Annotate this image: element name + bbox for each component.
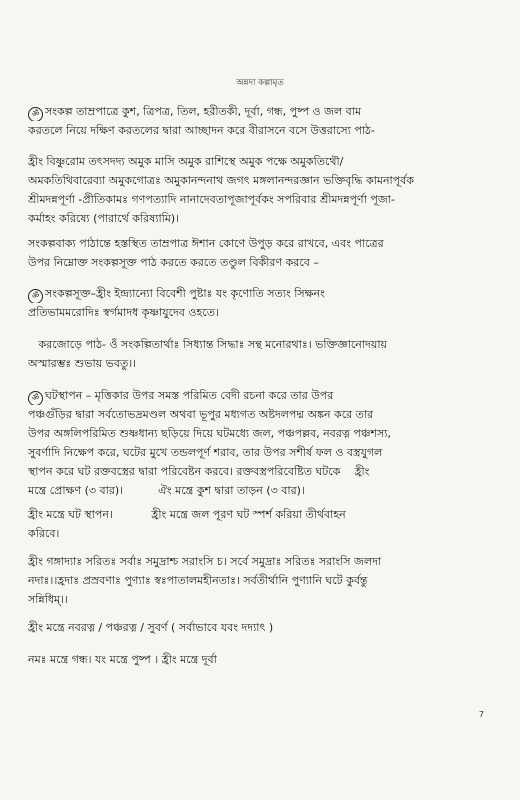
om-symbol-icon: ॐ <box>28 391 43 405</box>
text-line-content: হ্রীং বিষ্ণুরোম তৎসদদ্য অমুক মাসি অমুক রাশিস্থে অমুক পক্ষে অমুকতিথৌ/ <box>28 155 344 168</box>
page-number: 7 <box>478 710 484 719</box>
paragraph <box>28 618 496 637</box>
text-line <box>28 354 496 373</box>
text-line <box>28 552 496 571</box>
text-line-content: সন্নিধিম্।। <box>28 593 68 606</box>
paragraph <box>28 152 496 228</box>
text-line <box>28 234 496 253</box>
text-line-content: হ্রীং মন্ত্রে ঘট স্থাপন। হ্রীং মন্ত্রে জল পূরণ ঘট স্পর্শ করিয়া তীর্থবাহন <box>28 508 346 521</box>
text-line <box>28 462 496 481</box>
om-symbol-icon: ॐ <box>28 289 43 303</box>
text-line-content: উপর নিম্নোক্ত সংকল্পসূক্ত পাঠ করতে করতে তণ্ডুল বিকীরণ করবে – <box>28 256 319 269</box>
text-line-content: নমঃ মন্ত্রে গন্ধ। যং মন্ত্রে পুষ্প । হ্রীং মন্ত্রে দূর্বা <box>28 653 217 666</box>
text-line <box>28 443 496 462</box>
paragraph <box>28 650 496 669</box>
text-line <box>28 284 496 303</box>
text-line <box>28 650 496 669</box>
om-symbol-icon: ॐ <box>28 107 43 121</box>
paragraph <box>28 102 496 140</box>
text-line-content: নদাঃ।।হ্রদাঃ প্রস্রবণাঃ পুণ্যাঃ স্বঃপাতালমহীনতাঃ। সর্বতীর্থানি পুণ্যানি ঘটে কুর্বন্তু <box>28 574 368 587</box>
text-line-content: করতলে নিয়ে দক্ষিণ করতলের দ্বারা আচ্ছাদন করে বীরাসনে বসে উত্তরাস্যে পাঠ- <box>28 124 375 137</box>
text-line <box>28 424 496 443</box>
text-line <box>28 335 496 354</box>
text-line-content: করজোড়ে পাঠ- ওঁ সংকল্পিতার্থাঃ সিধ্যান্ত সিদ্ধাঃ সন্থ মনোরথাঃ। ভক্তিজ্ঞানোদয়ায় <box>28 338 387 351</box>
paragraph <box>28 335 496 373</box>
paragraph <box>28 234 496 272</box>
text-line <box>28 405 496 424</box>
text-line <box>28 152 496 171</box>
text-line-content: সংকল্পবাক্য পাঠান্তে হস্তস্থিত তাম্রপাত্র ঈশান কোণে উপুড় করে রাখবে, এবং পাত্রের <box>28 237 384 250</box>
paragraph <box>28 284 496 322</box>
paragraph <box>28 505 496 543</box>
paragraph <box>28 552 496 609</box>
text-line <box>28 171 496 190</box>
text-line <box>28 121 496 140</box>
text-line <box>28 253 496 272</box>
text-line-content: হ্রীং মন্ত্রে নবরত্ন / পঞ্চরত্ন / সুবর্ণ ( সর্বাভাবে যবং দদ্যাৎ ) <box>28 621 274 634</box>
text-line-content: করিবে। <box>28 527 60 540</box>
text-line <box>28 303 496 322</box>
text-line-content: সংকল্পসূক্ত–হ্রীং ইন্দ্ৰ্যান্যো বিবেশী পুষ্টাঃ যং কৃণোতি সত্যং সিক্ষনং <box>45 287 325 300</box>
text-line-content: শ্রীমদন্নপূর্ণা -প্রীতিকামঃ গণপত্যাদি নানাদেবতাপূজাপূর্বকং সপরিবার শ্রীমদন্নপূর্ণা পূজা- <box>28 193 395 206</box>
text-line <box>28 386 496 405</box>
text-line <box>28 590 496 609</box>
text-line-content: উপর অঙ্গলিপরিমিত শুষ্ণধান্য ছড়িয়ে দিয়ে ঘটমধ্যে জল, পঞ্চপল্লব, নবরত্ন পঞ্চশস্য, <box>28 427 391 440</box>
text-line-content: অমকতিথিবারেব্যা অমুকগোত্রঃ অমুকানন্দনাথ জগৎ মঙ্গলানন্দরজ্ঞান ভক্তিবৃদ্ধি কামনাপূর্বক <box>28 174 414 187</box>
text-line <box>28 102 496 121</box>
paragraph <box>28 386 496 500</box>
text-line <box>28 524 496 543</box>
text-line-content: অস্মারম্ভঃ শুভায় ভবতু।। <box>28 357 137 370</box>
text-line-content: ঘটস্থাপন – মৃত্তিকার উপর সমস্ত পরিমিত বেদী রচনা করে তার উপর <box>45 389 334 402</box>
text-line-content: প্রতিভামমরোদিঃ স্বর্গমাদধ কৃষ্ণাযুদেব ওহতে। <box>28 306 219 319</box>
text-line <box>28 618 496 637</box>
text-line-content: পঞ্চগুঁড়ির দ্বারা সর্বতোভদ্রমণ্ডল অথবা ভূপুর মধ্যগত অষ্টদলপদ্ম অঙ্কন করে তার <box>28 408 374 421</box>
text-line <box>28 505 496 524</box>
page-header: অন্নদা কল্পামৃত <box>236 78 284 88</box>
text-line-content: হ্রীং গঙ্গাদ্যাঃ সরিতঃ সর্বাঃ সমুদ্রাশ্চ সরাংসি চ। সর্বে সমুদ্রাঃ সরিতঃ সরাংসি জলদা <box>28 555 382 568</box>
text-line-content: মন্ত্রে প্রোক্ষণ (৩ বার)। ঐং মন্ত্রে কুশ দ্বারা তাড়ন (৩ বার)। <box>28 484 305 497</box>
text-line-content: স্থাপন করে ঘট রক্তবস্ত্রের দ্বারা পরিবেষ্টন করবে। রক্তবস্ত্রপরিবেষ্টিত ঘটকে হ্রীং <box>28 465 370 478</box>
text-line-content: সংকল্প তাম্রপাত্রে কুশ, ত্রিপত্র, তিল, হরীতকী, দূর্বা, গন্ধ, পুষ্প ও জল বাম <box>45 105 362 118</box>
text-line <box>28 571 496 590</box>
text-line <box>28 190 496 209</box>
text-line <box>28 209 496 228</box>
text-line <box>28 481 496 500</box>
text-line-content: সুবর্ণাদি নিক্ষেপ করে, ঘটের মুখে তন্ডলপূর্ণ শরাব, তার উপর সশীর্ষ ফল ও বস্ত্রযুগল <box>28 446 383 459</box>
text-line-content: কর্মাহং করিষ্যে (পারার্থে করিষ্যামি)। <box>28 212 180 225</box>
